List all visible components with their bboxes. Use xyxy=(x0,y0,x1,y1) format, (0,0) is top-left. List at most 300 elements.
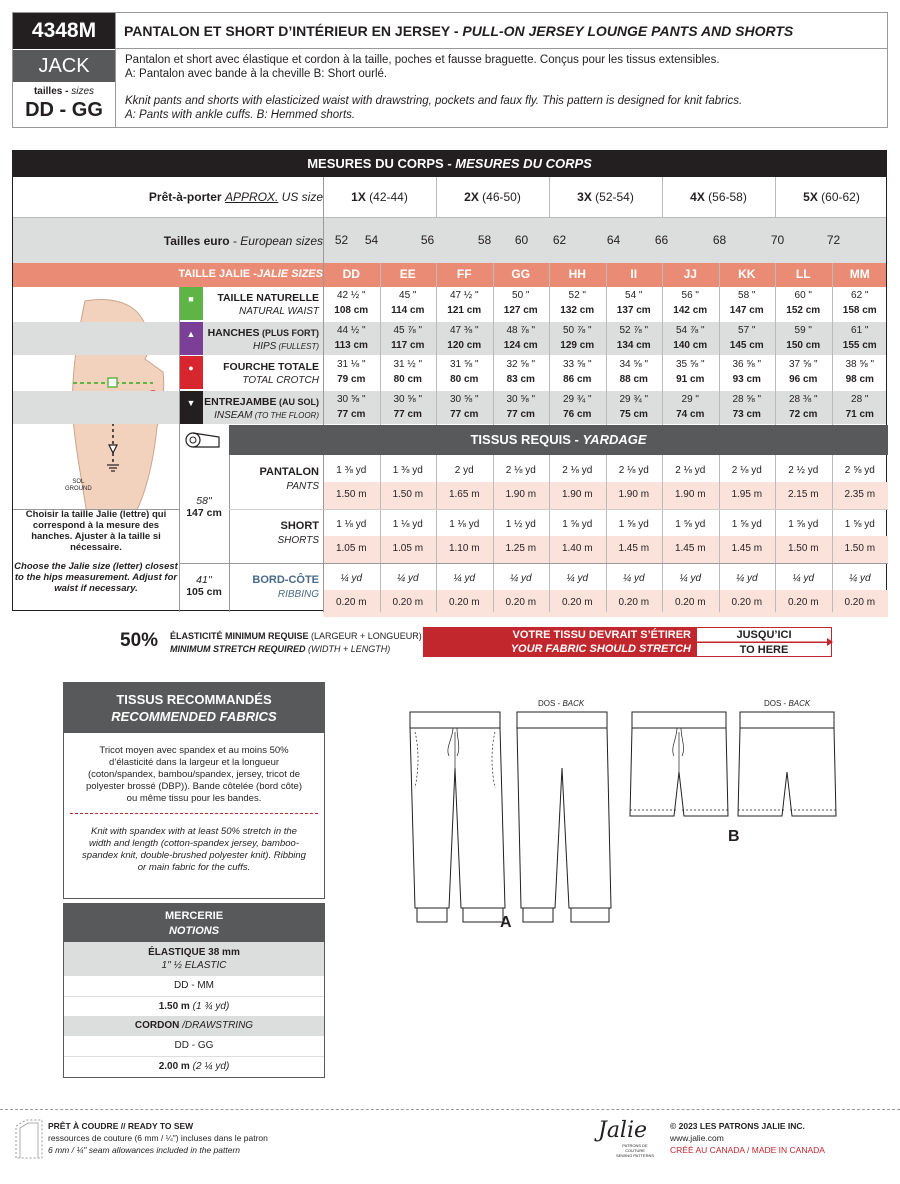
yardage-yards: 1 ⅜ yd xyxy=(336,465,367,476)
jalie-size-cell: JJ xyxy=(683,267,697,281)
yardage-meters: 0.20 m xyxy=(618,597,650,608)
euro-size-cell: 72 xyxy=(826,233,841,247)
stretch-guide-red xyxy=(424,628,697,656)
grid-line xyxy=(493,263,494,425)
yardage-meters: 0.20 m xyxy=(561,597,593,608)
rtw-size-range: (56-58) xyxy=(704,190,747,204)
elastic-en: 1'' ½ ELASTIC xyxy=(161,960,227,971)
rtw-size-cell xyxy=(662,190,775,204)
measurement-cm: 83 cm xyxy=(506,374,535,385)
measurement-name-fr: TAILLE NATURELLE xyxy=(217,292,319,304)
view-b-back-label-en: BACK xyxy=(788,699,811,708)
measurement-cm: 80 cm xyxy=(393,374,422,385)
grid-line xyxy=(832,263,833,425)
fabric-roll-icon xyxy=(179,425,229,455)
measurement-row xyxy=(13,356,886,389)
yardage-meters: 1.45 m xyxy=(618,543,650,554)
measurement-inches: 48 ⅞ " xyxy=(506,324,536,336)
desc-fr-2: A: Pantalon avec bande à la cheville B: Short ourlé. xyxy=(125,68,388,80)
notions-title xyxy=(64,904,324,942)
measurement-inches: 36 ⅝ " xyxy=(732,359,762,370)
view-a-back-label-en: BACK xyxy=(562,699,585,708)
yardage-yards: 2 yd xyxy=(454,465,474,476)
rtw-size-range: (60-62) xyxy=(817,190,860,204)
stretch-label xyxy=(170,630,422,656)
grid-line xyxy=(229,455,230,612)
measurement-cm: 98 cm xyxy=(845,374,874,385)
jalie-size-cell: KK xyxy=(738,267,756,281)
yardage-garment-en: SHORTS xyxy=(277,535,319,546)
elastic-qty: 1.50 m xyxy=(158,1001,190,1012)
website-link[interactable]: www.jalie.com xyxy=(670,1133,724,1143)
seam-allowance-en: 6 mm / ¼" seam allowances included in the pattern xyxy=(48,1145,241,1155)
pattern-header xyxy=(12,12,888,128)
view-a-pants-drawing xyxy=(405,708,615,928)
euro-size-cell: 66 xyxy=(654,233,669,247)
elastic-fr: ÉLASTIQUE 38 mm xyxy=(148,947,240,958)
recommended-fabrics xyxy=(63,682,325,899)
euro-size-row xyxy=(13,218,886,263)
notions-title-en: NOTIONS xyxy=(168,925,220,937)
jalie-size-cell: DD xyxy=(342,267,360,281)
measurement-inches: 29 " xyxy=(681,393,699,405)
grid-line xyxy=(179,563,888,564)
fabric-width-58-cm: 147 cm xyxy=(186,507,222,519)
jalie-size-cell: MM xyxy=(849,267,870,281)
measurement-cm: 121 cm xyxy=(447,305,482,316)
measurement-inches: 34 ⅝ " xyxy=(619,359,649,370)
measurement-inches: 59 " xyxy=(794,324,812,336)
stretch-guide-target xyxy=(697,628,831,656)
measurement-inches: 30 ⅝ " xyxy=(336,393,366,405)
measurement-cm: 73 cm xyxy=(732,408,761,420)
ground-label xyxy=(65,479,92,493)
size-chart-title-fr: MESURES DU CORPS xyxy=(307,156,444,171)
stretch-bar-fr: VOTRE TISSU DEVRAIT S’ÉTIRER xyxy=(512,629,691,641)
rtw-size-cell xyxy=(549,190,662,204)
euro-label-fr: Tailles euro xyxy=(163,234,230,248)
measurement-cm: 147 cm xyxy=(729,305,764,316)
measurement-name-en-extra: (FULLEST) xyxy=(276,341,319,351)
made-separator: / xyxy=(747,1145,750,1155)
jalie-size-cell: FF xyxy=(456,267,472,281)
measurement-inches: 28 ⅝ " xyxy=(732,393,762,405)
recommended-fabrics-fr: Tricot moyen avec spandex et au moins 50% d’élasticité dans la largeur et la longueur (coton/spandex, bambou/spandex, jersey, tricot de polyester brossé (DBP)). Bande côtelée (bord côte) ou même tissu pour les bandes. xyxy=(86,745,302,804)
yardage-yards: 2 ⅛ yd xyxy=(562,465,593,476)
measurement-inches: 32 ⅝ " xyxy=(506,359,536,370)
yardage-yards: 1 ⅝ yd xyxy=(618,519,649,530)
yardage-meters: 1.10 m xyxy=(448,543,480,554)
triangle-icon: ▲ xyxy=(186,328,196,339)
measurement-cm: 79 cm xyxy=(337,374,366,385)
ready-to-sew xyxy=(48,1120,268,1156)
jalie-size-cell: LL xyxy=(795,267,811,281)
circle-icon: ● xyxy=(188,363,194,373)
yardage-yards: 1 ⅝ yd xyxy=(731,519,762,530)
fabric-roll-icon-svg xyxy=(179,425,229,455)
grid-line xyxy=(606,455,607,612)
yardage-meters: 1.05 m xyxy=(335,543,367,554)
yardage-title-fr: TISSUS REQUIS xyxy=(470,432,571,447)
yardage-meters: 1.25 m xyxy=(505,543,537,554)
drawstring-quantity xyxy=(64,1056,324,1076)
view-a-label: A xyxy=(500,914,512,931)
measurement-cm: 108 cm xyxy=(334,305,369,316)
rtw-size-cell xyxy=(436,190,549,204)
size-chart-title-en: MESURES DU CORPS xyxy=(455,156,592,171)
rtw-size-cell xyxy=(323,190,436,204)
desc-en-1: Kknit pants and shorts with elasticized waist with drawstring, pockets and faux fly. This pattern is designed for knit fabrics. xyxy=(125,95,743,107)
measurement-name-en: NATURAL WAIST xyxy=(238,306,319,317)
size-chart xyxy=(12,150,887,611)
drawstring-qty: 2.00 m xyxy=(158,1061,190,1072)
seam-allowance-fr: ressources de couture (6 mm / ¼") incluses dans le patron xyxy=(48,1133,268,1143)
measurement-cm: 88 cm xyxy=(619,374,648,385)
yardage-meters: 1.50 m xyxy=(844,543,876,554)
stretch-label-fr-extra: (LARGEUR + LONGUEUR) xyxy=(311,631,422,641)
desc-en-2: A: Pants with ankle cuffs. B: Hemmed shorts. xyxy=(125,109,356,121)
measurement-inches: 61 " xyxy=(851,324,869,336)
measurement-cm: 113 cm xyxy=(334,339,368,351)
yardage-title-en: YARDAGE xyxy=(582,432,647,447)
rtw-label-approx: APPROX. xyxy=(224,190,279,204)
drawstring-heading xyxy=(64,1016,324,1036)
yardage-meters: 0.20 m xyxy=(731,597,763,608)
measurement-name-fr-extra: (AU SOL) xyxy=(276,396,319,407)
fabric-width-58-in: 58" xyxy=(196,495,212,507)
pattern-name: JACK xyxy=(13,50,115,82)
yardage-meters: 0.20 m xyxy=(674,597,706,608)
view-b-back-label-fr: DOS - xyxy=(764,699,789,708)
yardage-meters: 1.50 m xyxy=(392,489,424,500)
euro-size-cell: 62 xyxy=(552,233,567,247)
grid-line xyxy=(549,263,550,425)
measurement-name-fr: HANCHES xyxy=(207,326,260,339)
yardage-meters: 1.95 m xyxy=(731,489,763,500)
fabric-width-58 xyxy=(179,495,229,519)
yardage-yards: ¼ yd xyxy=(848,573,871,584)
yardage-yards: ¼ yd xyxy=(679,573,702,584)
down-triangle-icon: ▼ xyxy=(186,397,196,408)
yardage-yards: 2 ⅛ yd xyxy=(675,465,706,476)
measurement-name-fr: FOURCHE TOTALE xyxy=(223,361,319,373)
yardage-yards: 2 ⅛ yd xyxy=(618,465,649,476)
yardage-yards: 1 ⅝ yd xyxy=(788,519,819,530)
elastic-sizes: DD - MM xyxy=(174,980,214,991)
measurement-cm: 158 cm xyxy=(842,305,877,316)
grid-line xyxy=(436,455,437,612)
yardage-yards: 1 ⅜ yd xyxy=(392,465,423,476)
yardage-yards: ¼ yd xyxy=(453,573,476,584)
yardage-meters: 1.90 m xyxy=(505,489,537,500)
drawstring-qty-yd: (2 ¼ yd) xyxy=(192,1061,230,1072)
stretch-to-fr: JUSQU’ICI xyxy=(736,629,792,641)
jalie-label-fr: TAILLE JALIE xyxy=(178,268,251,280)
ground-label-fr: SOL xyxy=(72,479,85,485)
measurement-cm: 140 cm xyxy=(673,339,708,351)
yardage-garment-en: PANTS xyxy=(286,481,319,492)
grid-line xyxy=(323,177,324,425)
measurement-row xyxy=(13,287,886,320)
measurement-inches: 30 ⅝ " xyxy=(393,393,423,405)
yardage-meters: 1.90 m xyxy=(561,489,593,500)
elastic-quantity xyxy=(64,996,324,1016)
measurement-inches: 47 ½ " xyxy=(449,290,479,301)
measurement-inches: 29 ¾ " xyxy=(562,393,592,405)
size-chart-title: MESURES DU CORPS - MESURES DU CORPS xyxy=(13,151,886,177)
size-choice-note xyxy=(13,509,179,594)
sizes-label: tailles - sizes xyxy=(33,86,95,97)
yardage-yards: ¼ yd xyxy=(735,573,758,584)
euro-size-cell: 60 xyxy=(514,233,529,247)
yardage-meters: 1.05 m xyxy=(392,543,424,554)
fabric-width-41-in: 41'' xyxy=(196,574,212,586)
yardage-yards: 2 ⅛ yd xyxy=(505,465,536,476)
measurement-inches: 60 " xyxy=(794,290,812,301)
measurement-name-fr-extra: (PLUS FORT) xyxy=(259,327,319,338)
rtw-size-range: (42-44) xyxy=(365,190,408,204)
yardage-meters: 0.20 m xyxy=(392,597,424,608)
yardage-meters: 0.20 m xyxy=(448,597,480,608)
measurement-row xyxy=(13,322,886,355)
yardage-meters: 1.50 m xyxy=(335,489,367,500)
square-icon: ■ xyxy=(188,294,194,304)
stretch-percent: 50% xyxy=(120,630,159,651)
measurement-cm: 77 cm xyxy=(337,408,366,420)
measurement-label-fr xyxy=(203,361,319,373)
yardage-meters: 1.90 m xyxy=(618,489,650,500)
measurement-inches: 45 " xyxy=(399,290,417,301)
measurement-cm: 117 cm xyxy=(391,339,425,351)
grid-line xyxy=(436,263,437,425)
euro-size-cell: 56 xyxy=(420,233,435,247)
yardage-meters: 0.20 m xyxy=(505,597,537,608)
grid-line xyxy=(662,177,663,218)
stretch-label-en-extra: (WIDTH + LENGTH) xyxy=(308,644,391,654)
measurement-cm: 93 cm xyxy=(732,374,761,385)
measurement-label-en xyxy=(203,375,319,386)
stretch-label-en: MINIMUM STRETCH REQUIRED xyxy=(170,644,306,654)
measurement-label-en xyxy=(203,410,319,421)
jalie-logo-sub-fr: PATRONS DE COUTURE xyxy=(622,1143,648,1153)
jalie-size-cell: GG xyxy=(511,267,531,281)
jalie-logo-sub-en: SEWING PATTERNS xyxy=(615,1153,655,1158)
pattern-title: PANTALON ET SHORT D’INTÉRIEUR EN JERSEY - PULL-ON JERSEY LOUNGE PANTS AND SHORTS xyxy=(116,13,887,49)
measurement-name-en: TOTAL CROTCH xyxy=(242,375,319,386)
grid-line xyxy=(832,455,833,612)
rtw-size-range: (52-54) xyxy=(591,190,634,204)
euro-size-cell: 58 xyxy=(477,233,492,247)
yardage-yards: 1 ⅝ yd xyxy=(562,519,593,530)
elastic-qty-yd: (1 ¾ yd) xyxy=(192,1001,230,1012)
measurement-inches: 42 ½ " xyxy=(336,290,366,301)
sizes-label-en: sizes xyxy=(71,86,95,97)
rtw-size-range: (46-50) xyxy=(478,190,521,204)
footer-divider xyxy=(0,1109,900,1110)
yardage-meters: 1.50 m xyxy=(787,543,819,554)
pattern-id-block xyxy=(13,13,116,127)
measurement-inches: 54 ⅞ " xyxy=(675,324,705,336)
grid-line xyxy=(380,263,381,425)
yardage-yards: 1 ⅛ yd xyxy=(449,519,480,530)
stretch-arrow-icon xyxy=(697,638,833,646)
recommended-fabrics-title-en: RECOMMENDED FABRICS xyxy=(111,709,277,724)
yardage-yards: 2 ½ yd xyxy=(788,465,819,476)
yardage-meters: 2.15 m xyxy=(787,489,819,500)
rtw-label-fr: Prêt-à-porter xyxy=(148,190,222,204)
measurement-icon-cell xyxy=(179,322,203,355)
yardage-meters: 1.45 m xyxy=(674,543,706,554)
drawstring-fr: CORDON xyxy=(134,1020,180,1031)
yardage-garment-fr: SHORT xyxy=(280,520,319,532)
measurement-cm: 96 cm xyxy=(789,374,818,385)
measurement-inches: 57 " xyxy=(738,324,756,336)
measurement-inches: 50 ⅞ " xyxy=(562,324,592,336)
yardage-garment-fr: BORD-CÔTE xyxy=(252,574,319,586)
measurement-cm: 71 cm xyxy=(845,408,874,420)
euro-size-cell: 54 xyxy=(364,233,379,247)
grid-line xyxy=(549,177,550,218)
yardage-yards: ¼ yd xyxy=(396,573,419,584)
measurement-cm: 72 cm xyxy=(789,408,818,420)
grid-line xyxy=(719,263,720,425)
grid-line xyxy=(493,455,494,612)
measurement-label-fr xyxy=(203,396,319,408)
rtw-size-value: 2X xyxy=(464,190,479,204)
yardage-yards: 1 ⅝ yd xyxy=(675,519,706,530)
yardage-yards: ¼ yd xyxy=(792,573,815,584)
measurement-label-en xyxy=(203,306,319,317)
measurement-cm: 132 cm xyxy=(560,305,595,316)
measurement-icon-cell xyxy=(179,356,203,389)
yardage-yards: ¼ yd xyxy=(509,573,532,584)
measurement-cm: 134 cm xyxy=(616,339,651,351)
desc-fr-1: Pantalon et short avec élastique et cordon à la taille, poches et fausse braguette. Conçus pour les tissus extensibles. xyxy=(125,54,720,66)
yardage-row xyxy=(229,509,888,563)
measurement-cm: 127 cm xyxy=(503,305,538,316)
measurement-cm: 86 cm xyxy=(563,374,592,385)
title-en: PULL-ON JERSEY LOUNGE PANTS AND SHORTS xyxy=(462,23,794,39)
notions-title-fr: MERCERIE xyxy=(164,910,224,922)
measurement-name-en: INSEAM xyxy=(214,409,253,421)
measurement-cm: 152 cm xyxy=(786,305,821,316)
jalie-label-en: JALIE SIZES xyxy=(256,268,323,280)
rtw-size-label xyxy=(13,190,323,204)
grid-line xyxy=(229,509,888,510)
measurement-label-fr xyxy=(203,292,319,304)
measurement-inches: 52 " xyxy=(568,290,586,301)
measurement-inches: 45 ⅞ " xyxy=(393,324,423,336)
size-choice-note-fr: Choisir la taille Jalie (lettre) qui correspond à la mesure des hanches. Ajuster à la taille si nécessaire. xyxy=(25,509,167,553)
yardage-meters: 1.40 m xyxy=(561,543,593,554)
measurement-cm: 75 cm xyxy=(619,408,648,420)
measurement-inches: 47 ⅜ " xyxy=(449,324,479,336)
view-b-shorts-drawing xyxy=(628,708,838,828)
jalie-size-label: TAILLE JALIE -JALIE SIZES xyxy=(178,268,323,280)
measurement-inches: 38 ⅝ " xyxy=(845,359,875,370)
rtw-size-value: 3X xyxy=(577,190,592,204)
stretch-to-en: TO HERE xyxy=(697,642,831,657)
grid-line xyxy=(13,509,179,510)
measurement-inches: 35 ⅝ " xyxy=(675,359,705,370)
measurement-row xyxy=(13,391,886,424)
measurement-icon-cell xyxy=(179,391,203,424)
measurement-cm: 76 cm xyxy=(563,408,592,420)
measurement-cm: 77 cm xyxy=(506,408,535,420)
measurement-inches: 28 " xyxy=(851,393,869,405)
measurement-name-en-extra: (TO THE FLOOR) xyxy=(252,410,319,420)
measurement-cm: 145 cm xyxy=(729,339,764,351)
measurement-inches: 52 ⅞ " xyxy=(619,324,649,336)
grid-line xyxy=(436,177,437,218)
measurement-cm: 155 cm xyxy=(842,339,877,351)
made-fr: CRÉÉ AU CANADA xyxy=(670,1145,745,1155)
measurement-inches: 44 ½ " xyxy=(336,324,366,336)
measurement-cm: 150 cm xyxy=(786,339,821,351)
euro-label-en: European sizes xyxy=(240,234,323,248)
yardage-yards: 2 ⅝ yd xyxy=(844,465,875,476)
measurement-inches: 29 ¾ " xyxy=(619,393,649,405)
grid-line xyxy=(380,455,381,612)
ready-separator: // xyxy=(120,1121,126,1131)
measurement-rows xyxy=(13,287,886,425)
yardage-yards: 1 ⅛ yd xyxy=(392,519,423,530)
measurement-inches: 56 " xyxy=(681,290,699,301)
measurement-inches: 30 ⅝ " xyxy=(506,393,536,405)
jalie-size-row xyxy=(13,263,886,287)
measurement-cm: 74 cm xyxy=(676,408,705,420)
jalie-logo xyxy=(598,1118,658,1168)
view-b-label: B xyxy=(728,828,740,845)
measurement-inches: 31 ½ " xyxy=(393,359,423,370)
jalie-size-cell: II xyxy=(630,267,638,281)
pattern-description xyxy=(125,53,879,122)
jalie-size-cell: EE xyxy=(399,267,416,281)
copyright-block xyxy=(670,1120,825,1156)
yardage-row xyxy=(229,563,888,617)
copyright: © 2023 LES PATRONS JALIE INC. xyxy=(670,1121,805,1131)
jalie-logo-text: Jalie xyxy=(598,1118,648,1143)
euro-size-cell: 64 xyxy=(606,233,621,247)
fabric-width-41 xyxy=(179,574,229,598)
grid-line xyxy=(549,455,550,612)
rtw-size-row xyxy=(13,177,886,218)
measurement-cm: 137 cm xyxy=(616,305,651,316)
view-a-back-label xyxy=(538,699,584,708)
yardage-yards: 2 ⅛ yd xyxy=(731,465,762,476)
grid-line xyxy=(606,263,607,425)
recommended-fabrics-en: Knit with spandex with at least 50% stretch in the width and length (cotton-spandex jersey, bamboo-spandex knit, double-brushed polyester knit). Ribbing or main fabric for the cuffs. xyxy=(82,826,306,873)
sizes-range: DD - GG xyxy=(25,99,103,121)
measurement-label-fr xyxy=(203,327,319,339)
recommended-fabrics-title-fr: TISSUS RECOMMANDÉS xyxy=(116,692,272,707)
recommended-fabrics-title xyxy=(64,683,324,733)
measurement-cm: 129 cm xyxy=(560,339,595,351)
rtw-size-value: 4X xyxy=(690,190,705,204)
grid-line xyxy=(775,177,776,218)
measurement-inches: 37 ⅝ " xyxy=(788,359,818,370)
yardage-yards: ¼ yd xyxy=(340,573,363,584)
jalie-size-cell: HH xyxy=(568,267,586,281)
pattern-code: 4348M xyxy=(13,13,115,49)
yardage-yards: ¼ yd xyxy=(566,573,589,584)
fabric-width-41-cm: 105 cm xyxy=(186,586,222,598)
measurement-inches: 31 ⅛ " xyxy=(336,359,366,370)
grid-line xyxy=(775,263,776,425)
seam-allowance-icon xyxy=(14,1118,44,1160)
title-fr: PANTALON ET SHORT D’INTÉRIEUR EN JERSEY xyxy=(124,23,450,39)
drawstring-sizes: DD - GG xyxy=(174,1040,214,1051)
